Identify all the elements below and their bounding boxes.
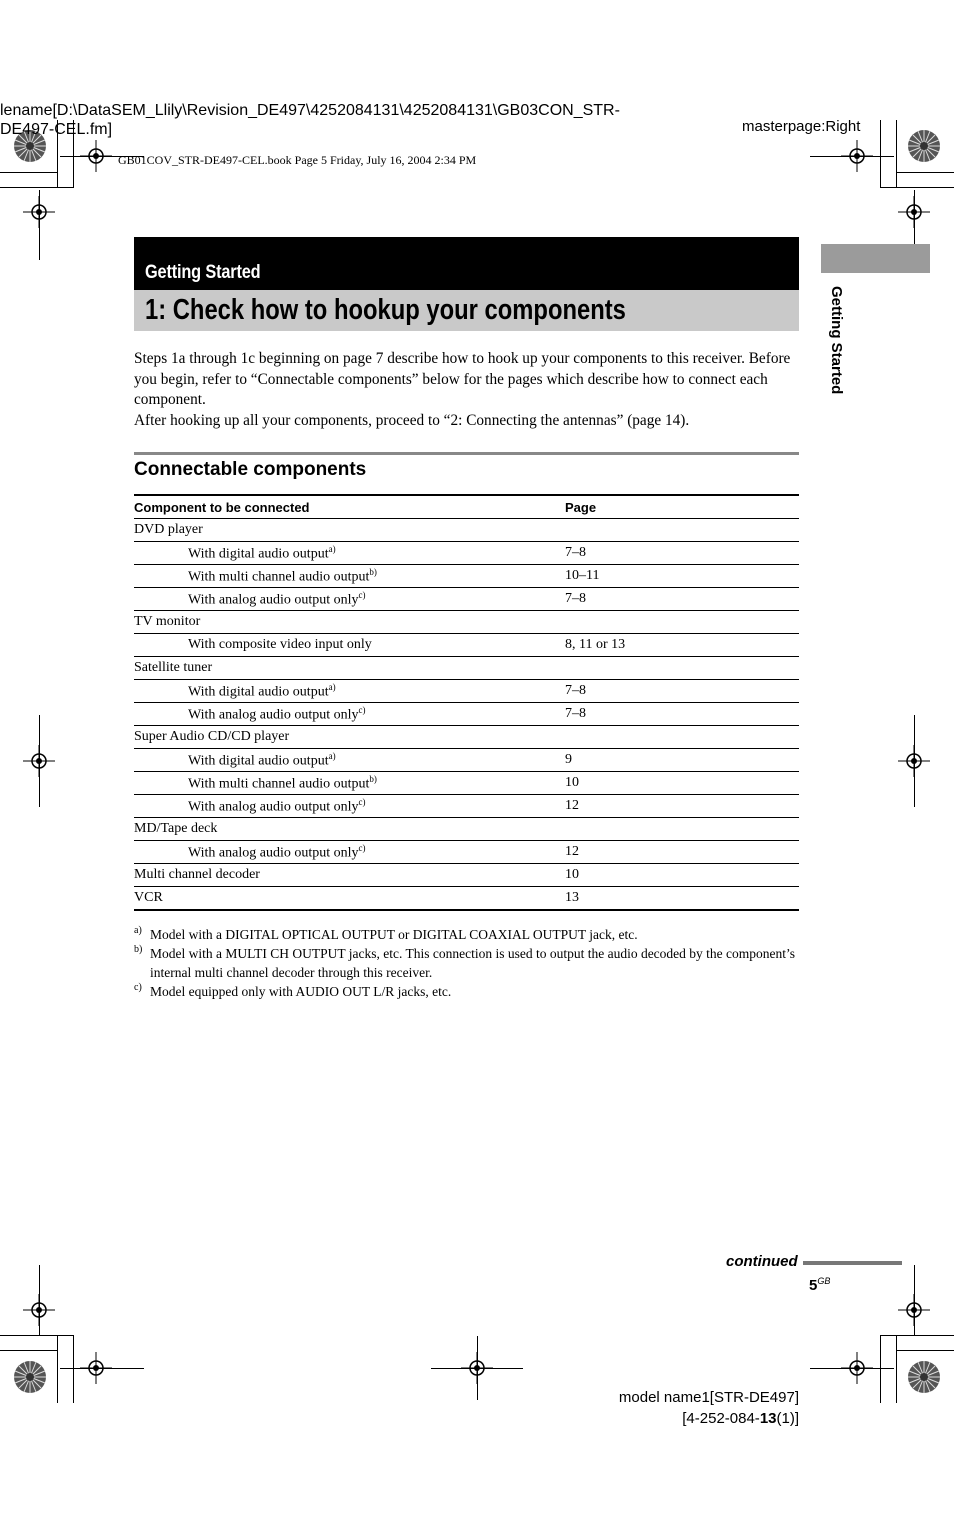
column-header-component: Component to be connected (134, 495, 565, 519)
continued-label: continued (726, 1253, 798, 1270)
footnote-marker: a) (328, 681, 336, 692)
crop-line (880, 1335, 881, 1403)
component-label: VCR (134, 890, 163, 905)
page-cell (565, 726, 799, 749)
table-body (134, 519, 799, 911)
crop-line (0, 1350, 58, 1351)
component-cell (134, 818, 565, 841)
table-row (134, 634, 799, 657)
page-cell: 13 (565, 887, 799, 911)
page-cell: 7–8 (565, 588, 799, 611)
part-number (614, 1410, 799, 1427)
side-tab (821, 244, 930, 273)
table-row (134, 680, 799, 703)
footnote-text: Model with a DIGITAL OPTICAL OUTPUT or DIGITAL COAXIAL OUTPUT jack, etc. (150, 927, 638, 942)
footnote (134, 982, 799, 1001)
component-cell (134, 864, 565, 887)
component-label: Satellite tuner (134, 660, 213, 675)
table-row (134, 795, 799, 818)
page-cell: 9 (565, 749, 799, 772)
table-row (134, 657, 799, 680)
crop-line (880, 120, 881, 188)
table-row (134, 726, 799, 749)
page-cell: 10–11 (565, 565, 799, 588)
component-cell (134, 657, 565, 680)
crop-line (60, 1368, 144, 1369)
page-cell: 8, 11 or 13 (565, 634, 799, 657)
component-cell (134, 611, 565, 634)
starburst-target-icon (907, 129, 941, 163)
footnote-marker: a) (134, 925, 142, 936)
page-cell: 10 (565, 864, 799, 887)
component-cell (134, 542, 565, 565)
registration-target-icon (23, 1294, 55, 1326)
part-number-suffix: (1)] (776, 1410, 799, 1427)
continued-rule (803, 1261, 902, 1265)
table-row (134, 565, 799, 588)
component-label: MD/Tape deck (134, 821, 218, 836)
page-title: 1: Check how to hookup your components (145, 294, 626, 326)
component-cell (134, 703, 565, 726)
table-row (134, 772, 799, 795)
component-cell (134, 726, 565, 749)
footnote-marker: b) (369, 566, 377, 577)
component-cell (134, 634, 565, 657)
starburst-target-icon (13, 1360, 47, 1394)
table-header-row (134, 495, 799, 519)
component-label: Super Audio CD/CD player (134, 729, 290, 744)
footnote-marker: c) (358, 796, 366, 807)
component-label: With composite video input only (188, 637, 372, 652)
footnote-text: Model equipped only with AUDIO OUT L/R jacks, etc. (150, 984, 452, 999)
component-label: With analog audio output only (188, 592, 359, 608)
page-cell: 7–8 (565, 680, 799, 703)
intro-paragraph: Steps 1a through 1c beginning on page 7 describe how to hook up your components to this receiver. Before you begin, refer to “Connectable components” below for the pages which describe how to connect each component. (134, 350, 791, 408)
page-cell: 12 (565, 795, 799, 818)
footnote-marker: a) (328, 543, 336, 554)
component-label: TV monitor (134, 614, 201, 629)
component-cell (134, 772, 565, 795)
footnote-marker: c) (358, 842, 366, 853)
table-row (134, 588, 799, 611)
registration-target-icon (23, 196, 55, 228)
page-number (809, 1276, 830, 1294)
page-cell (565, 657, 799, 680)
crop-line (810, 1368, 894, 1369)
crop-line (73, 1335, 74, 1403)
crop-line (39, 715, 40, 807)
part-number-prefix: [4-252-084- (682, 1410, 760, 1427)
column-header-page: Page (565, 495, 799, 519)
footnote-marker: c) (358, 589, 366, 600)
component-label: DVD player (134, 522, 203, 537)
page-cell: 12 (565, 841, 799, 864)
section-heading: Connectable components (134, 459, 367, 480)
crop-line (57, 1335, 58, 1403)
footnote-marker: c) (134, 982, 142, 993)
intro-paragraph: After hooking up all your components, proceed to “2: Connecting the antennas” (page 14). (134, 411, 690, 429)
book-info-line: GB01COV_STR-DE497-CEL.book Page 5 Friday, July 16, 2004 2:34 PM (118, 153, 477, 167)
table-row (134, 887, 799, 911)
footnote-marker: c) (358, 704, 366, 715)
footnote (134, 925, 799, 944)
crop-line (880, 1335, 954, 1336)
crop-line (880, 187, 954, 188)
page-number-value: 5 (809, 1277, 818, 1294)
part-number-bold: 13 (759, 1410, 777, 1427)
side-tab-label: Getting Started (828, 286, 845, 395)
footnote (134, 944, 799, 982)
page-cell (565, 519, 799, 542)
footnote-marker: b) (369, 773, 377, 784)
table-row (134, 864, 799, 887)
component-label: With digital audio output (188, 684, 329, 700)
page-cell (565, 611, 799, 634)
components-table (134, 494, 799, 911)
table-row (134, 749, 799, 772)
crop-line (0, 1335, 74, 1336)
component-label: With multi channel audio output (188, 569, 370, 585)
component-label: With analog audio output only (188, 845, 359, 861)
table-row (134, 841, 799, 864)
component-cell (134, 565, 565, 588)
component-label: With digital audio output (188, 753, 329, 769)
component-label: Multi channel decoder (134, 867, 260, 882)
heading-rule (134, 452, 799, 455)
table-row (134, 703, 799, 726)
component-label: With multi channel audio output (188, 776, 370, 792)
section-label: Getting Started (145, 262, 261, 283)
component-cell (134, 841, 565, 864)
page-cell: 7–8 (565, 542, 799, 565)
crop-line (0, 172, 58, 173)
model-name: model name1[STR-DE497] (618, 1389, 799, 1406)
component-label: With digital audio output (188, 546, 329, 562)
table-row (134, 611, 799, 634)
component-cell (134, 749, 565, 772)
page-number-suffix: GB (817, 1276, 831, 1286)
page-cell: 10 (565, 772, 799, 795)
crop-line (896, 1335, 897, 1403)
intro-text (134, 349, 804, 431)
page-cell: 7–8 (565, 703, 799, 726)
masterpage-label: masterpage:Right (742, 118, 861, 135)
component-cell (134, 795, 565, 818)
crop-line (914, 715, 915, 807)
page-cell (565, 818, 799, 841)
registration-target-icon (898, 196, 930, 228)
footnotes (134, 925, 799, 1001)
crop-line (896, 1350, 954, 1351)
component-cell (134, 680, 565, 703)
file-path-slug: lename[D:\DataSEM_Llily\Revision_DE497\4252084131\4252084131\GB03CON_STR-DE497-CEL.fm] (0, 102, 620, 138)
component-label: With analog audio output only (188, 799, 359, 815)
component-cell (134, 588, 565, 611)
footnote-marker: a) (328, 750, 336, 761)
crop-line (896, 120, 897, 188)
component-cell (134, 887, 565, 911)
table-row (134, 542, 799, 565)
crop-line (477, 1336, 478, 1400)
component-label: With analog audio output only (188, 707, 359, 723)
footnote-marker: b) (134, 944, 143, 955)
table-row (134, 519, 799, 542)
footnote-text: Model with a MULTI CH OUTPUT jacks, etc. This connection is used to output the audio decoded by the component’s internal multi channel decoder through this receiver. (150, 946, 796, 980)
registration-target-icon (898, 1294, 930, 1326)
crop-line (896, 172, 954, 173)
table-row (134, 818, 799, 841)
crop-line (0, 187, 74, 188)
component-cell (134, 519, 565, 542)
starburst-target-icon (907, 1360, 941, 1394)
crop-line (810, 156, 894, 157)
